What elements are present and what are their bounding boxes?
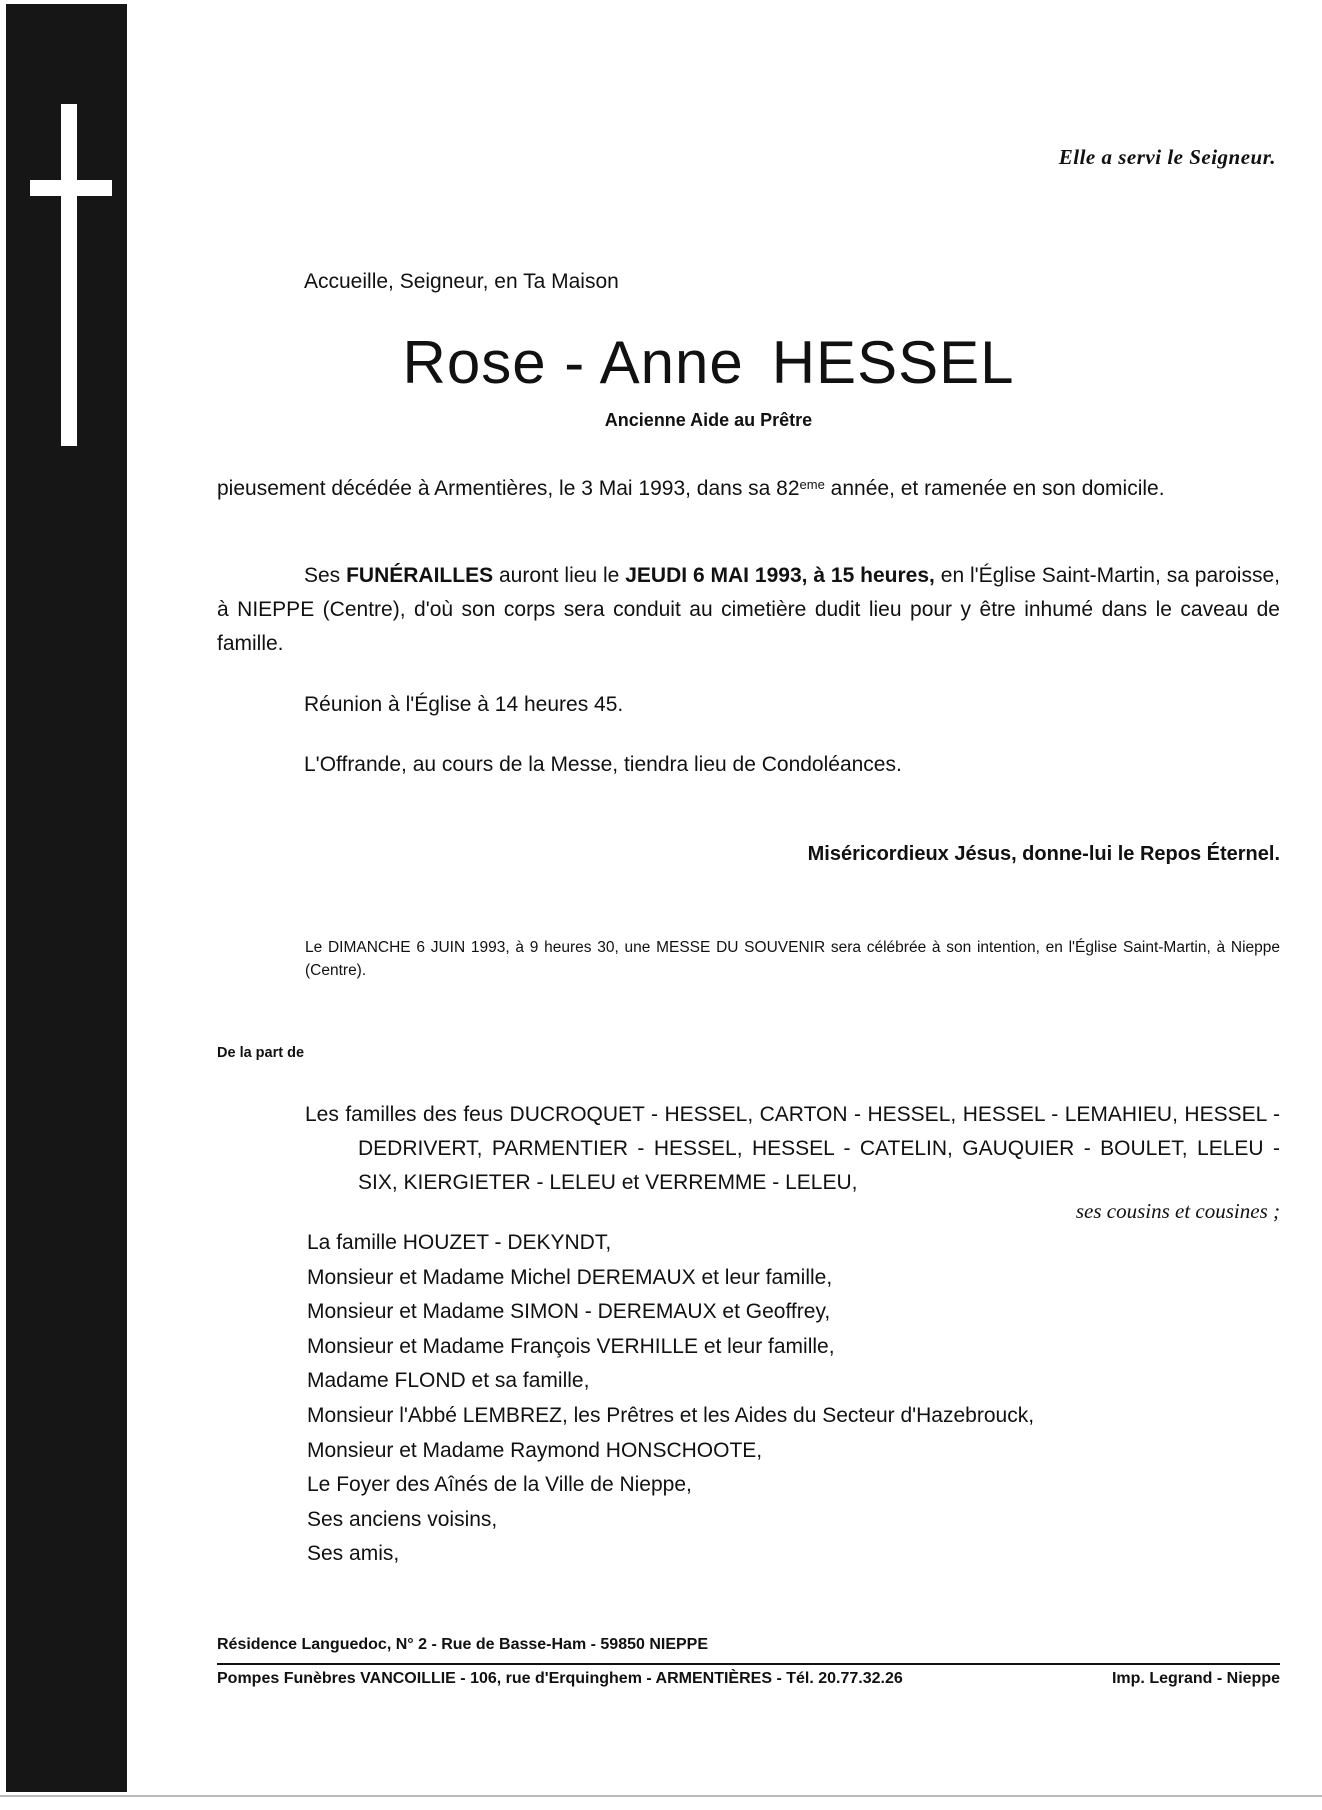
first-name: Rose - Anne bbox=[402, 329, 744, 396]
mourner-item: Monsieur et Madame Raymond HONSCHOOTE, bbox=[307, 1438, 763, 1462]
mourner-item: Ses amis, bbox=[307, 1542, 400, 1566]
mourning-band bbox=[6, 4, 127, 1792]
ordinal-suffix: eme bbox=[799, 477, 825, 492]
deceased-title: Ancienne Aide au Prêtre bbox=[604, 410, 813, 430]
families-paragraph bbox=[305, 1098, 1280, 1200]
mourners-list bbox=[307, 1226, 1034, 1572]
funeral-text-c: auront lieu le bbox=[493, 564, 626, 587]
printer-credit: Imp. Legrand - Nieppe bbox=[1111, 1670, 1280, 1687]
mourner-item: Monsieur et Madame François VERHILLE et leur famille, bbox=[307, 1334, 835, 1358]
funeral-text-a: Ses bbox=[304, 564, 347, 587]
scan-edge bbox=[0, 1795, 1322, 1797]
cross-icon-bar bbox=[30, 180, 112, 196]
mourner-item: Ses anciens voisins, bbox=[307, 1507, 498, 1531]
mourner-item: Le Foyer des Aînés de la Ville de Nieppe, bbox=[307, 1473, 692, 1497]
footer-divider bbox=[217, 1663, 1280, 1665]
intro-line: Accueille, Seigneur, en Ta Maison bbox=[304, 270, 619, 293]
mourner-item: La famille HOUZET - DEKYNDT, bbox=[307, 1231, 612, 1254]
last-name: HESSEL bbox=[771, 329, 1015, 396]
funeral-date: JEUDI 6 MAI 1993, à 15 heures, bbox=[625, 564, 935, 587]
funeral-paragraph bbox=[217, 559, 1280, 661]
funeral-keyword: FUNÉRAILLES bbox=[346, 564, 494, 587]
mourner-item: Monsieur l'Abbé LEMBREZ, les Prêtres et les Aides du Secteur d'Hazebrouck, bbox=[307, 1403, 1035, 1427]
reunion-line: Réunion à l'Église à 14 heures 45. bbox=[304, 693, 624, 716]
memorial-mass-notice: Le DIMANCHE 6 JUIN 1993, à 9 heures 30, une MESSE DU SOUVENIR sera célébrée à son intention, en l'Église Saint-Martin, à Nieppe (Centre). bbox=[305, 939, 1280, 979]
cousins-label: ses cousins et cousines ; bbox=[1075, 1199, 1280, 1223]
funeral-home: Pompes Funèbres VANCOILLIE - 106, rue d'Erquinghem - ARMENTIÈRES - Tél. 20.77.32.26 bbox=[217, 1670, 903, 1687]
prayer-line: Miséricordieux Jésus, donne-lui le Repos Éternel. bbox=[807, 843, 1280, 865]
families-text: Les familles des feus DUCROQUET - HESSEL, CARTON - HESSEL, HESSEL - LEMAHIEU, HESSEL - DEDRIVERT, PARMENTIER - HESSEL, HESSEL - CATELIN, GAUQUIER - BOULET, LELEU - SIX, KIERGIETER - LELEU et VERREMME - LELEU, bbox=[305, 1103, 1280, 1194]
offrande-line: L'Offrande, au cours de la Messe, tiendra lieu de Condoléances. bbox=[304, 753, 902, 776]
de-la-part-label: De la part de bbox=[217, 1045, 305, 1061]
residence-address: Résidence Languedoc, N° 2 - Rue de Basse-Ham - 59850 NIEPPE bbox=[217, 1636, 709, 1653]
death-text-end: année, et ramenée en son domicile. bbox=[824, 477, 1165, 500]
death-paragraph bbox=[217, 468, 1280, 506]
mourner-item: Madame FLOND et sa famille, bbox=[307, 1369, 590, 1393]
death-text: pieusement décédée à Armentières, le 3 Mai 1993, dans sa 82 bbox=[217, 477, 800, 500]
mourner-item: Monsieur et Madame SIMON - DEREMAUX et Geoffrey, bbox=[307, 1300, 831, 1324]
deceased-name bbox=[0, 328, 1322, 397]
footer bbox=[217, 1670, 1280, 1688]
funeral-text-e: en l'Église Saint-Martin, sa paroisse, à NIEPPE (Centre), d'où son corps sera conduit au cimetière dudit lieu pour y être inhumé dans le caveau de famille. bbox=[217, 564, 1280, 655]
motto: Elle a servi le Seigneur. bbox=[1058, 145, 1276, 169]
mourner-item: Monsieur et Madame Michel DEREMAUX et leur famille, bbox=[307, 1265, 833, 1289]
